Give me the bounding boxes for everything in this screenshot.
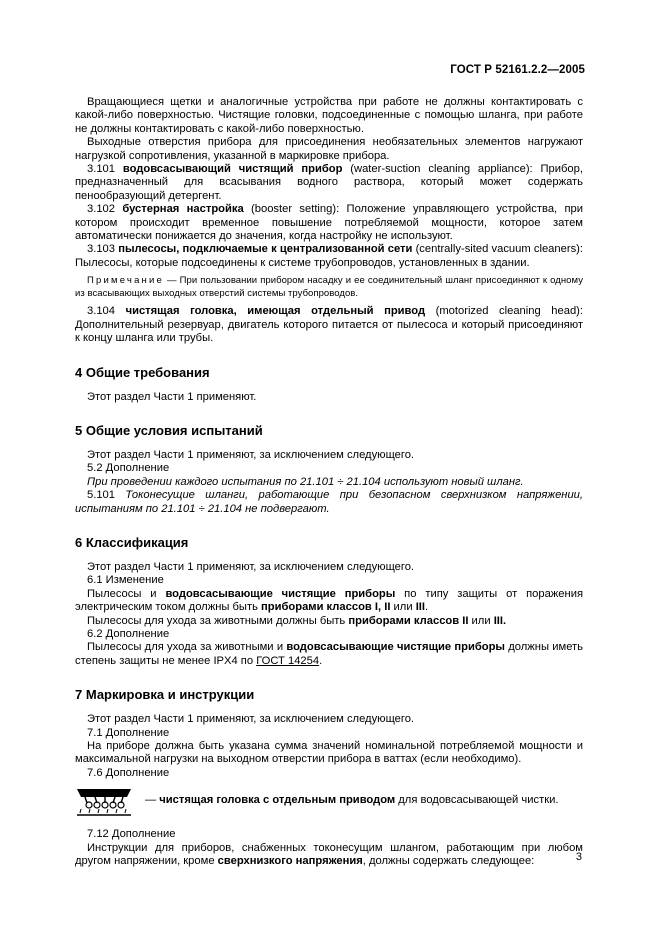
section-5-heading: 5 Общие условия испытаний [75, 422, 263, 438]
defined-term: пылесосы, подключаемые к централизованной сети [118, 243, 413, 256]
definition-3-104 [75, 305, 583, 345]
clause-5-101 [75, 489, 583, 516]
definition-3-103 [75, 243, 583, 270]
definition-text: (motorized cleaning head): Дополнительный резервуар, двигатель которого питается от пылесоса и который присоединяют к концу шланга или трубы. [75, 305, 584, 345]
text-run: Пылесосы и [87, 587, 166, 600]
subclause-heading: 6.1 Изменение [87, 574, 164, 587]
definition-text: (booster setting): Положение управляющего устройства, при котором происходит временное повышение потребляемой мощности, которое затем автоматически понижается до значения, когда настройку не используют. [75, 203, 584, 243]
defined-term: бустерная настройка [122, 203, 244, 216]
text-run: Пылесосы для ухода за животными и [87, 641, 287, 654]
subclause-heading: 5.2 Дополнение [87, 462, 170, 475]
note-label: Примечание [87, 275, 164, 287]
text-run: по типу защиты от поражения электрическим током должны быть [75, 587, 584, 614]
standard-code: ГОСТ Р 52161.2.2—2005 [450, 64, 585, 76]
page-content [75, 96, 583, 868]
clause-number: 5.101 [87, 489, 115, 502]
paragraph-animal-classes [75, 615, 583, 628]
text-run: для водовсасывающей чистки. [395, 793, 559, 806]
paragraph-instructions [75, 842, 583, 869]
paragraph: Этот раздел Части 1 применяют. [87, 390, 257, 403]
subclause-heading: 7.6 Дополнение [87, 766, 170, 779]
clause-number: 3.103 [87, 243, 115, 256]
symbol-caption [145, 794, 558, 807]
bold-term: III [415, 601, 426, 614]
clause-number: 3.104 [87, 305, 115, 318]
symbol-row [75, 780, 583, 820]
text-run: или [390, 601, 416, 614]
definition-text: (centrally-sited vacuum cleaners): Пылесосы, которые подсоединены к системе трубопроводов, установленных в здании. [75, 243, 584, 269]
bold-term: водовсасывающие чистящие приборы [165, 587, 396, 600]
paragraph: Этот раздел Части 1 применяют, за исключением следующего. [87, 713, 415, 726]
bold-term: приборами классов II [348, 614, 469, 627]
section-4-heading: 4 Общие требования [75, 364, 210, 380]
standard-link[interactable]: ГОСТ 14254 [256, 654, 320, 667]
clause-number: 3.102 [87, 203, 115, 216]
text-run: должны иметь степень защиты не менее IPX4 по [75, 641, 584, 667]
bold-term: приборами классов I, II [261, 601, 391, 614]
note-text: — При пользовании прибором насадку и ее соединительный шланг присоединяют к одному из всасывающих выходных отверстий системы трубопроводов. [75, 275, 583, 299]
paragraph: На приборе должна быть указана сумма значений номинальной потребляемой мощности и максимальной нагрузки на выходном отверстии прибора в ваттах (если необходимо). [75, 740, 583, 766]
section-6-heading: 6 Классификация [75, 534, 189, 550]
clause-number: 3.101 [87, 163, 115, 176]
text-run: Инструкции для приборов, снабженных токонесущим шлангом, работающим при любом другом напряжении, кроме [75, 841, 583, 868]
text-run: . [319, 654, 323, 667]
paragraph-ipx4 [75, 641, 583, 668]
subclause-heading: 7.12 Дополнение [87, 828, 176, 841]
defined-term: водовсасывающий чистящий прибор [122, 163, 343, 176]
paragraph-brushes: Вращающиеся щетки и аналогичные устройства при работе не должны контактировать с какой-либо поверхностью. Чистящие головки, подсоединенные с помощью шланга, при работе не должны контактировать с какой-либо поверхностью. [75, 96, 583, 135]
bold-term: сверхнизкого напряжения [217, 855, 363, 868]
text-run: , должны содержать следующее: [362, 855, 535, 868]
paragraph-outlets: Выходные отверстия прибора для присоединения необязательных элементов нагружают нагрузкой сопротивления, указанной в маркировке прибора. [75, 136, 583, 162]
paragraph-classes [75, 588, 583, 615]
defined-term: чистящая головка, имеющая отдельный привод [125, 305, 426, 318]
text-run: Пылесосы для ухода за животными должны быть [87, 614, 349, 627]
section-7-heading: 7 Маркировка и инструкции [75, 687, 255, 703]
text-run: . [425, 601, 429, 614]
paragraph: Этот раздел Части 1 применяют, за исключением следующего. [87, 448, 415, 461]
bold-term: водовсасывающие чистящие приборы [286, 641, 505, 654]
subclause-heading: 7.1 Дополнение [87, 726, 170, 739]
page-number: 3 [575, 851, 582, 863]
paragraph: При проведении каждого испытания по 21.101 ÷ 21.104 используют новый шланг. [87, 475, 524, 488]
definition-3-101 [75, 163, 583, 203]
bold-term: чистящая головка с отдельным приводом [159, 793, 396, 806]
subclause-heading: 6.2 Дополнение [87, 627, 170, 640]
note [75, 275, 583, 300]
definition-text: (water-suction cleaning appliance): Прибор, предназначенный для всасывания водного раствора, который может содержать пенообразующий детергент. [75, 163, 583, 202]
clause-text: Токонесущие шланги, работающие при безопасном сверхнизком напряжении, испытаниям по 21.101 ÷ 21.104 не подвергают. [75, 489, 583, 515]
text-run: — [145, 793, 160, 806]
motorized-cleaning-head-icon [75, 783, 133, 817]
definition-3-102 [75, 203, 583, 243]
text-run: или [468, 614, 494, 627]
bold-term: III. [493, 614, 507, 627]
paragraph: Этот раздел Части 1 применяют, за исключением следующего. [87, 560, 415, 573]
